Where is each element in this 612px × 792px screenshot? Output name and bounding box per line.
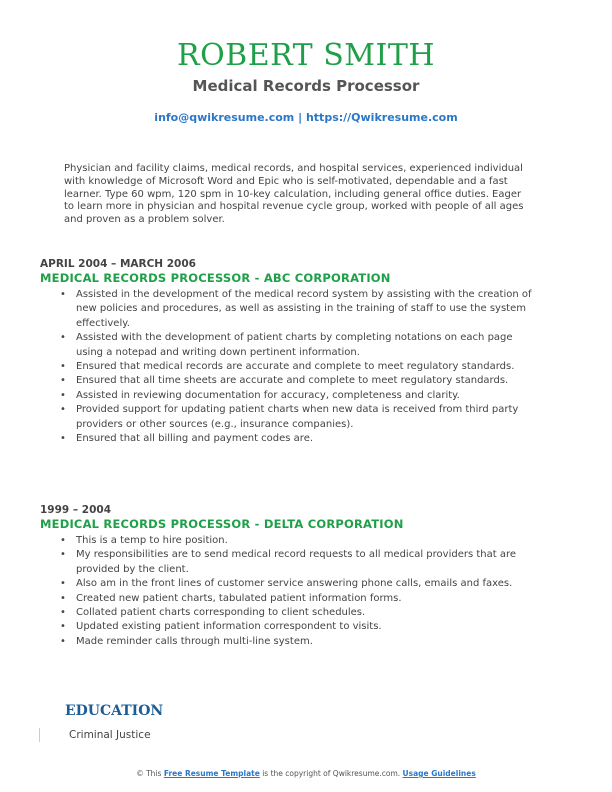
job-role: Medical Records Processor — [192, 77, 420, 95]
job-dates: 1999 – 2004 — [40, 504, 112, 516]
free-resume-template-link[interactable]: Free Resume Template — [163, 769, 260, 778]
bullet-item: • My responsibilities are to send medical record requests to all medical providers that are provided by the client. — [60, 549, 517, 575]
job-bullet-list — [40, 534, 540, 649]
bullet-icon: • — [60, 592, 66, 604]
bullet-item: • Assisted in reviewing documentation for accuracy, completeness and clarity. — [40, 389, 540, 403]
bullet-icon: • — [60, 389, 66, 401]
bullet-item: • Ensured that medical records are accurate and complete to meet regulatory standards. — [40, 360, 540, 374]
bullet-item: • Assisted in the development of the medical record system by assisting with the creation of new policies and procedures, as well as assisting in the training of staff to use the system effectively. — [60, 289, 532, 329]
bullet-item: • Updated existing patient information correspondent to visits. — [40, 620, 540, 634]
education-item: Criminal Justice — [69, 729, 151, 741]
bullet-item: • Ensured that all billing and payment codes are. — [40, 432, 540, 446]
footer-prefix: © This — [136, 769, 164, 778]
bullet-item: • Assisted with the development of patient charts by completing notations on each page using a notepad and writing down pertinent information. — [60, 332, 513, 358]
job-dates: APRIL 2004 – MARCH 2006 — [40, 258, 196, 270]
bullet-icon: • — [60, 621, 66, 633]
contact-separator: | — [294, 111, 306, 124]
job-title: MEDICAL RECORDS PROCESSOR - ABC CORPORATION — [40, 271, 391, 285]
bullet-item: • Also am in the front lines of customer service answering phone calls, emails and faxes. — [40, 577, 540, 591]
job-entry — [40, 504, 540, 649]
job-entry — [40, 258, 540, 446]
footer-copyright — [0, 769, 612, 778]
bullet-icon: • — [60, 635, 66, 647]
contact-line — [0, 111, 612, 125]
candidate-name: ROBERT SMITH — [176, 38, 436, 73]
education-divider — [39, 728, 40, 742]
bullet-item: • This is a temp to hire position. — [40, 534, 540, 548]
bullet-item: • Provided support for updating patient charts when new data is received from third party providers or other sources (e.g., insurance companies). — [60, 404, 519, 430]
bullet-icon: • — [60, 578, 66, 590]
bullet-item: • Made reminder calls through multi-line system. — [40, 635, 540, 649]
bullet-icon: • — [60, 535, 66, 546]
website-link[interactable]: https://Qwikresume.com — [305, 111, 458, 124]
bullet-icon: • — [60, 549, 66, 561]
bullet-item: • Collated patient charts corresponding to client schedules. — [40, 606, 540, 620]
bullet-icon: • — [60, 289, 66, 300]
bullet-icon: • — [60, 607, 66, 619]
footer-middle: is the copyright of Qwikresume.com. — [259, 769, 403, 778]
bullet-icon: • — [60, 433, 66, 445]
bullet-icon: • — [60, 404, 66, 416]
email-link[interactable]: info@qwikresume.com — [154, 111, 295, 124]
summary-paragraph: Physician and facility claims, medical records, and hospital services, experienced individual with knowledge of Microsoft Word and Epic who is self-motivated, dependable and a fast learner. Type 60 wpm, 120 spm in 10-key calculation, including general office duties. Eager to learn more in physician and hospital revenue cycle group, worked with people of all ages and proven as a problem solver. — [64, 163, 524, 226]
usage-guidelines-link[interactable]: Usage Guidelines — [402, 769, 476, 778]
bullet-icon: • — [60, 332, 66, 344]
education-heading: EDUCATION — [65, 703, 164, 719]
bullet-icon: • — [60, 361, 66, 373]
job-bullet-list — [40, 288, 540, 446]
job-title: MEDICAL RECORDS PROCESSOR - DELTA CORPORATION — [40, 517, 404, 531]
bullet-icon: • — [60, 375, 66, 387]
bullet-item: • Created new patient charts, tabulated patient information forms. — [40, 592, 540, 606]
bullet-item: • Ensured that all time sheets are accurate and complete to meet regulatory standards. — [40, 374, 540, 388]
